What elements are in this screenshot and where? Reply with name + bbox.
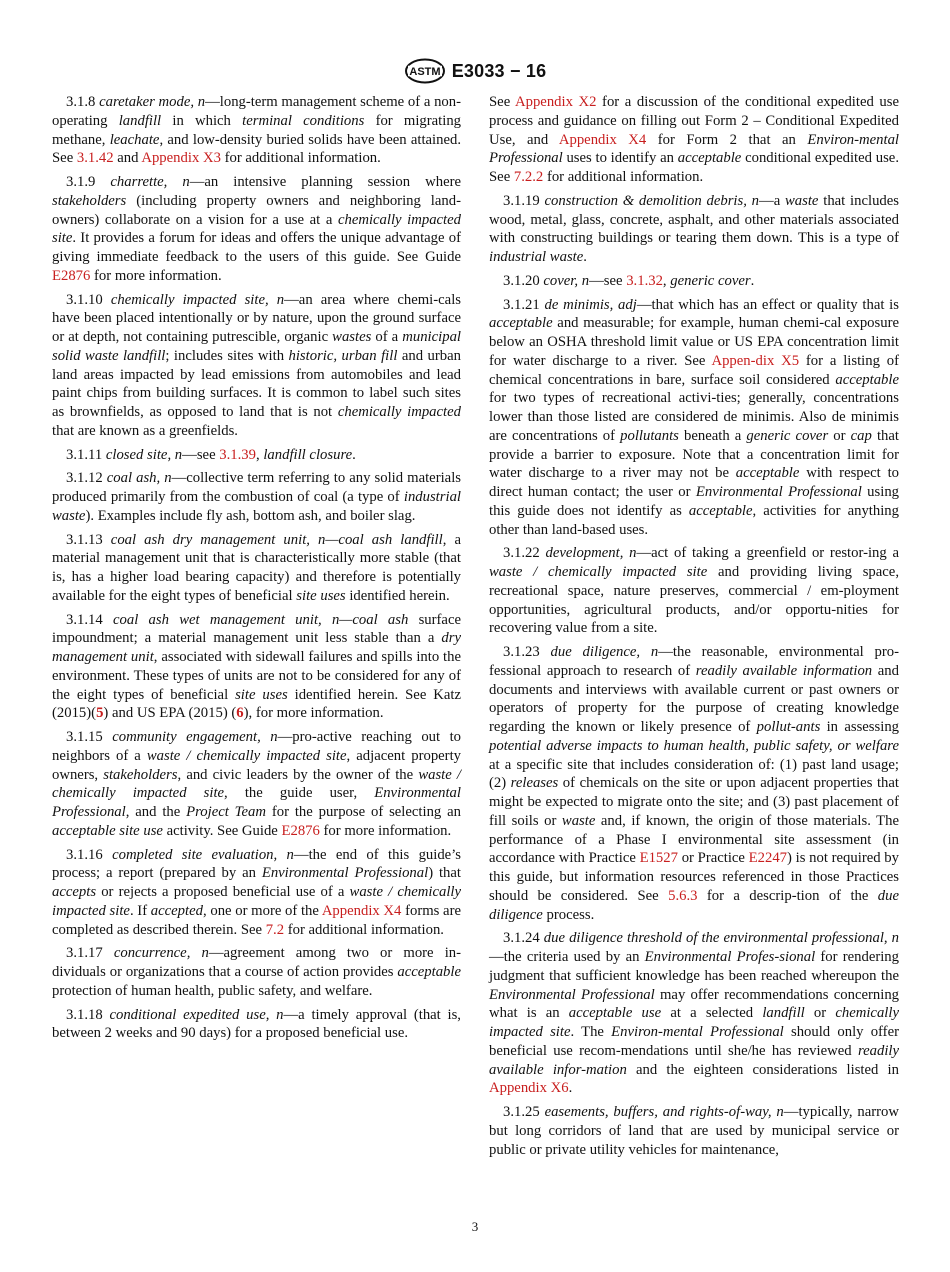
italic-term: cover, n	[543, 272, 590, 289]
text-run: (including property owners and neighboring land-owners) collaborate on a vision for a use at a	[52, 192, 461, 228]
text-run: —a	[759, 192, 785, 209]
italic-term: Environmental Professional	[695, 484, 862, 500]
cross-reference-link[interactable]: E2876	[281, 822, 320, 839]
text-run: . If	[129, 902, 151, 919]
italic-term: de minimis, adj	[544, 296, 637, 313]
italic-term: acceptable	[397, 964, 461, 980]
text-run: 3.1.13	[66, 531, 111, 548]
italic-term: development, n	[545, 545, 637, 562]
text-run: 3.1.9	[66, 174, 111, 190]
cross-reference-link[interactable]: 7.2.2	[513, 169, 544, 185]
cross-reference-link[interactable]: Appendix X4	[321, 902, 402, 919]
document-id: E3033 − 16	[451, 60, 547, 81]
definition-paragraph	[489, 192, 899, 267]
text-run: 3.1.22	[503, 545, 546, 562]
text-run: .	[583, 249, 587, 265]
text-run: , and low-density buried solids have been attained. See	[52, 131, 462, 167]
italic-term: coal ash wet management unit, n—coal ash	[112, 611, 409, 628]
italic-term: acceptable	[735, 465, 800, 482]
right-column	[489, 93, 899, 1164]
text-run: uses to identify an	[562, 150, 678, 167]
text-run: of chemicals on the site or upon adjacent properties that might be expected to migrate onto the site; and (3) past placement of fill soils or	[489, 775, 899, 829]
text-run: —an area where chemi-cals have been placed intentionally or by nature, upon the ground surface or at depth, not containing putrescible, organic	[52, 291, 461, 345]
svg-text:ASTM: ASTM	[409, 66, 441, 78]
text-run: . It provides a forum for ideas and offers the unique advantage of giving immediate feedback to the users of this guide. See Guide	[52, 230, 461, 265]
definition-paragraph	[52, 469, 461, 525]
text-run: 3.1.19	[503, 192, 545, 209]
italic-term: chemically impacted site	[489, 1005, 899, 1040]
italic-term: closed site, n	[105, 446, 183, 463]
cross-reference-link[interactable]: E2876	[52, 267, 91, 284]
text-run: ) and US EPA (2015) (	[103, 705, 237, 722]
italic-term: Environ-mental Professional	[489, 131, 899, 167]
italic-term: pollutants	[620, 427, 679, 444]
text-run: —a timely approval (that is, between 2 weeks and 90 days) for a proposed beneficial use.	[52, 1006, 461, 1042]
italic-term: generic cover	[670, 272, 751, 289]
text-run: beneath a	[678, 427, 747, 444]
italic-term: Project Team	[186, 804, 266, 820]
text-run: identified herein. See Katz (2015)(	[52, 686, 461, 722]
text-run: 3.1.15	[66, 729, 113, 745]
text-run: —that which has an effect or quality that is	[636, 296, 899, 313]
italic-term: historic, urban fill	[288, 347, 398, 364]
text-run: or	[828, 427, 851, 444]
definition-paragraph	[489, 544, 899, 638]
italic-term: potential adverse impacts to human health, public safety, or welfare	[489, 737, 899, 754]
definition-paragraph	[52, 944, 461, 1000]
definition-paragraph	[52, 173, 461, 286]
citation-reference[interactable]: 5	[96, 705, 104, 722]
italic-term: acceptable use	[568, 1005, 662, 1022]
cross-reference-link[interactable]: Appendix X4	[558, 131, 647, 148]
text-run: , associated with sidewall failures and spills into the environment. These types of units are not to be considered for any of the eight types of beneficial	[52, 649, 461, 703]
cross-reference-link[interactable]: 3.1.42	[76, 150, 114, 167]
text-run: 3.1.14	[66, 611, 113, 628]
italic-term: releases	[510, 775, 559, 792]
definition-paragraph	[52, 446, 461, 465]
italic-term: stakeholders	[103, 766, 178, 783]
italic-term: acceptable	[489, 315, 553, 332]
cross-reference-link[interactable]: 7.2	[265, 921, 285, 938]
text-run: 3.1.11	[66, 446, 106, 463]
definition-paragraph	[52, 728, 461, 841]
text-run: for a descrip-tion of the	[697, 887, 878, 904]
text-run: at a specific site that includes consideration of: (1) past land usage; (2)	[489, 756, 899, 792]
text-run: ). Examples include fly ash, bottom ash, and boiler slag.	[85, 507, 416, 524]
text-run: in assessing	[820, 719, 900, 735]
italic-term: landfill	[118, 112, 162, 129]
italic-term: acceptable	[835, 371, 899, 388]
italic-term: stakeholders	[52, 192, 127, 209]
text-run: ,	[662, 272, 671, 289]
text-run: of a	[371, 329, 403, 345]
text-run: with respect to direct human contact; the user or	[489, 465, 900, 500]
text-run: for Form 2 that an	[646, 131, 808, 148]
page-header	[0, 56, 950, 86]
italic-term: coal ash, n	[106, 470, 172, 487]
text-run: or rejects a proposed beneficial use of a	[96, 884, 350, 900]
italic-term: Environmental Professional	[489, 986, 655, 1003]
text-run: for rendering judgment that sufficient knowledge has been reached whereupon the	[489, 949, 899, 984]
cross-reference-link[interactable]: Appendix X2	[515, 94, 597, 110]
text-run: activity. See Guide	[162, 822, 282, 839]
text-run: ; includes sites with	[165, 347, 289, 364]
definition-paragraph	[52, 291, 461, 441]
cross-reference-link[interactable]: 5.6.3	[668, 887, 698, 904]
text-run: protection of human health, public safety, and welfare.	[52, 982, 373, 999]
italic-term: industrial waste	[489, 249, 584, 265]
definition-paragraph	[489, 1103, 899, 1159]
definition-paragraph	[52, 611, 461, 724]
text-run: 3.1.21	[503, 296, 545, 313]
text-run: 3.1.20	[503, 272, 544, 289]
text-run: or Practice	[677, 850, 749, 867]
text-run: ) is not required by this guide, but information resources referenced in those Practices should be considered. See	[489, 850, 899, 904]
text-run: —act of taking a greenfield or restor-ing a	[636, 545, 899, 562]
italic-term: waste	[561, 812, 596, 829]
text-run: .	[352, 446, 356, 463]
italic-term: construction & demolition debris, n	[544, 192, 760, 209]
italic-term: pollut-ants	[756, 719, 821, 735]
italic-term: Environmental Profes-sional	[644, 949, 816, 965]
text-run: and providing living space, recreational space, nature preserves, commercial / em-ployment opportunities, agricultural products, and/or opportu-nities for recovering value from a site.	[489, 564, 899, 637]
text-run: 3.1.18	[66, 1006, 110, 1023]
italic-term: completed site evaluation, n	[112, 846, 294, 863]
italic-term: acceptable site use	[52, 822, 163, 839]
text-run: 3.1.25	[503, 1104, 545, 1120]
italic-term: site uses	[235, 686, 288, 703]
text-run: for additional information.	[543, 169, 704, 185]
italic-term: coal ash dry management unit, n—coal ash landfill	[110, 531, 443, 548]
text-run: for migrating methane,	[52, 112, 462, 148]
italic-term: landfill closure	[263, 446, 353, 463]
text-run: and urban land areas impacted by lead emissions from automobiles and lead paint chips from building surfaces. It is common to label such sites as brownfields, as opposed to land that is not	[52, 347, 461, 420]
text-run: 3.1.24	[503, 930, 544, 947]
italic-term: municipal solid waste landfill	[52, 329, 461, 364]
definition-paragraph	[489, 272, 899, 291]
text-run: for a listing of chemical concentrations in bare, surface soil considered	[489, 352, 899, 388]
italic-term: waste / chemically impacted site	[52, 766, 462, 802]
text-run: —see	[182, 446, 220, 463]
text-run: and	[113, 150, 142, 167]
italic-term: industrial waste	[52, 489, 461, 524]
text-run: conditional expedited use. See	[489, 150, 899, 185]
text-run: ,	[255, 446, 264, 463]
italic-term: chemically impacted	[337, 404, 461, 420]
italic-term: due diligence	[489, 887, 899, 923]
text-run: 3.1.17	[66, 945, 114, 962]
text-run: 3.1.10	[66, 291, 111, 308]
text-run: , and the	[125, 804, 187, 820]
text-run: , and civic leaders by the owner of the	[177, 766, 419, 783]
text-run: ), for more information.	[243, 705, 384, 722]
text-run: for the purpose of selecting an	[265, 804, 461, 820]
definition-paragraph	[52, 531, 461, 606]
cross-reference-link[interactable]: Appendix X3	[141, 150, 221, 167]
text-run: 3.1.12	[66, 470, 107, 487]
italic-term: waste / chemically impacted site	[52, 884, 461, 919]
text-run: See	[489, 94, 515, 110]
definition-paragraph	[52, 93, 461, 168]
text-run: —the criteria used by an	[489, 949, 645, 965]
italic-term: wastes	[332, 329, 372, 345]
definition-paragraph	[489, 929, 899, 1098]
text-run: . The	[570, 1024, 612, 1040]
text-run: 3.1.16	[66, 846, 113, 863]
italic-term: Environ-mental Professional	[611, 1024, 784, 1040]
astm-logo	[404, 58, 446, 84]
italic-term: due diligence, n	[550, 644, 659, 660]
italic-term: dry management unit	[52, 630, 461, 665]
text-run: may offer recommendations concerning what is an	[489, 986, 900, 1022]
text-run: —an intensive planning session where	[189, 174, 462, 190]
text-run: for additional information.	[220, 150, 381, 167]
cross-reference-link[interactable]: 3.1.32	[626, 272, 663, 289]
text-run: should only offer beneficial use recom-mendations until she/he has reviewed	[489, 1024, 899, 1059]
italic-term: waste / chemically impacted site	[489, 564, 708, 580]
text-run: , activities for anything other than land-based uses.	[489, 502, 899, 538]
text-run: forms are completed as described therein. See	[52, 902, 461, 938]
text-run: surface impoundment; a material management unit less stable than a	[52, 611, 461, 647]
italic-term: due diligence threshold of the environmental professional, n	[543, 930, 899, 947]
italic-term: waste	[785, 192, 819, 209]
italic-term: caretaker mode, n	[99, 94, 206, 110]
text-run: and the eighteen considerations listed in	[626, 1061, 899, 1078]
text-run: using this guide does not identify as	[489, 484, 900, 519]
italic-term: chemically impacted site, n	[110, 291, 285, 308]
text-run: —long-term management scheme of a non-operating	[52, 94, 461, 129]
text-run: and measurable; for example, human chemi-cal exposure below an OSHA threshold limit value or US EPA concentration limit for water discharge to a river. See	[489, 315, 899, 369]
text-run: process.	[542, 906, 595, 923]
italic-term: accepts	[52, 884, 97, 900]
text-run: for more information.	[90, 267, 222, 284]
text-run: for additional information.	[284, 921, 444, 938]
italic-term: landfill	[762, 1005, 805, 1022]
italic-term: waste / chemically impacted site	[146, 747, 347, 764]
cross-reference-link[interactable]: Appen-dix X5	[711, 352, 800, 369]
text-run: for two types of recreational activi-ties; generally, concentrations lower than those listed are considered de minimis. Also de minimis are concentrations of	[489, 390, 899, 444]
italic-term: readily available information	[695, 662, 873, 679]
italic-term: Environmental Professional	[52, 785, 461, 820]
text-run: 3.1.23	[503, 644, 551, 660]
italic-term: acceptable	[677, 150, 742, 167]
definition-paragraph	[489, 296, 899, 540]
italic-term: leachate	[109, 131, 160, 148]
italic-term: easements, buffers, and rights-of-way, n	[544, 1104, 784, 1120]
cross-reference-link[interactable]: 3.1.39	[219, 446, 256, 463]
italic-term: site uses	[296, 587, 346, 604]
cross-reference-link[interactable]: Appendix X6	[489, 1080, 569, 1097]
text-run: —collective term referring to any solid materials produced primarily from the combustion of coal (a type of	[52, 470, 461, 505]
text-run: that provide a barrier to exposure. Note that a concentration limit for water discharge to a river may not be	[489, 427, 899, 482]
italic-term: terminal conditions	[242, 112, 365, 129]
text-run: .	[750, 272, 755, 289]
left-column	[52, 93, 461, 1048]
citation-reference[interactable]: 6	[236, 705, 244, 722]
italic-term: conditional expedited use, n	[109, 1006, 284, 1023]
italic-term: readily available infor-mation	[489, 1042, 899, 1078]
italic-term: charrette, n	[110, 174, 190, 190]
text-run: 3.1.8	[66, 94, 100, 110]
text-run: that includes wood, metal, glass, concrete, asphalt, and other materials associated with constructing buildings or tearing them down. This is a type of	[489, 192, 899, 247]
definition-paragraph	[489, 93, 899, 187]
text-run: —the reasonable, environmental pro-fessional approach to research of	[489, 644, 900, 679]
italic-term: cap	[850, 427, 872, 444]
text-run: —pro-active reaching out to neighbors of a	[52, 729, 461, 764]
text-run: , a material management unit that is characteristically more stable (that is, has a higher load bearing capacity) and therefore is potentially available for the eight types of beneficial	[52, 531, 461, 604]
italic-term: community engagement, n	[112, 729, 278, 745]
text-run: ) that	[428, 865, 461, 882]
text-run: at a selected	[661, 1005, 763, 1022]
text-run: .	[568, 1080, 573, 1097]
text-run: that are known as a greenfields.	[52, 422, 238, 439]
italic-term: generic cover	[746, 427, 829, 444]
text-run: for more information.	[319, 822, 452, 839]
page-number: 3	[471, 1219, 479, 1234]
cross-reference-link[interactable]: E2247	[748, 850, 788, 867]
text-run: —see	[589, 272, 627, 289]
text-run: identified herein.	[345, 587, 450, 604]
text-run: —typically, narrow but long corridors of land that are used by municipal service or public or private utility vehicles for maintenance,	[489, 1104, 900, 1158]
italic-term: acceptable	[688, 502, 753, 519]
text-run: —the end of this guide’s process; a report (prepared by an	[52, 846, 461, 882]
italic-term: Environmental Professional	[261, 865, 429, 882]
italic-term: chemically impacted site	[52, 211, 461, 247]
text-run: or	[804, 1005, 836, 1022]
definition-paragraph	[489, 643, 899, 924]
text-run: and, if known, the origin of those materials. The performance of a Phase I environmental site assessment (in accordance with Practice	[489, 812, 899, 867]
text-run: for a discussion of the conditional expedited use process and guidance on filling out Form 2 – Conditional Expedited Use, and	[489, 94, 899, 148]
cross-reference-link[interactable]: E1527	[639, 850, 678, 867]
definition-paragraph	[52, 1006, 461, 1044]
italic-term: concurrence, n	[113, 945, 209, 962]
text-run: , one or more of the	[202, 902, 322, 919]
italic-term: accepted	[150, 902, 203, 919]
text-run: in which	[161, 112, 243, 129]
text-run: , the guide user,	[224, 785, 375, 802]
text-run: —agreement among two or more in-dividuals or organizations that a course of action provides	[52, 945, 462, 980]
definition-paragraph	[52, 846, 461, 940]
text-run: and documents and interviews with available current or past owners or operators of property for the purpose of creating knowledge regarding the known or likely presence of	[489, 662, 899, 735]
text-run: , adjacent property owners,	[52, 747, 461, 783]
